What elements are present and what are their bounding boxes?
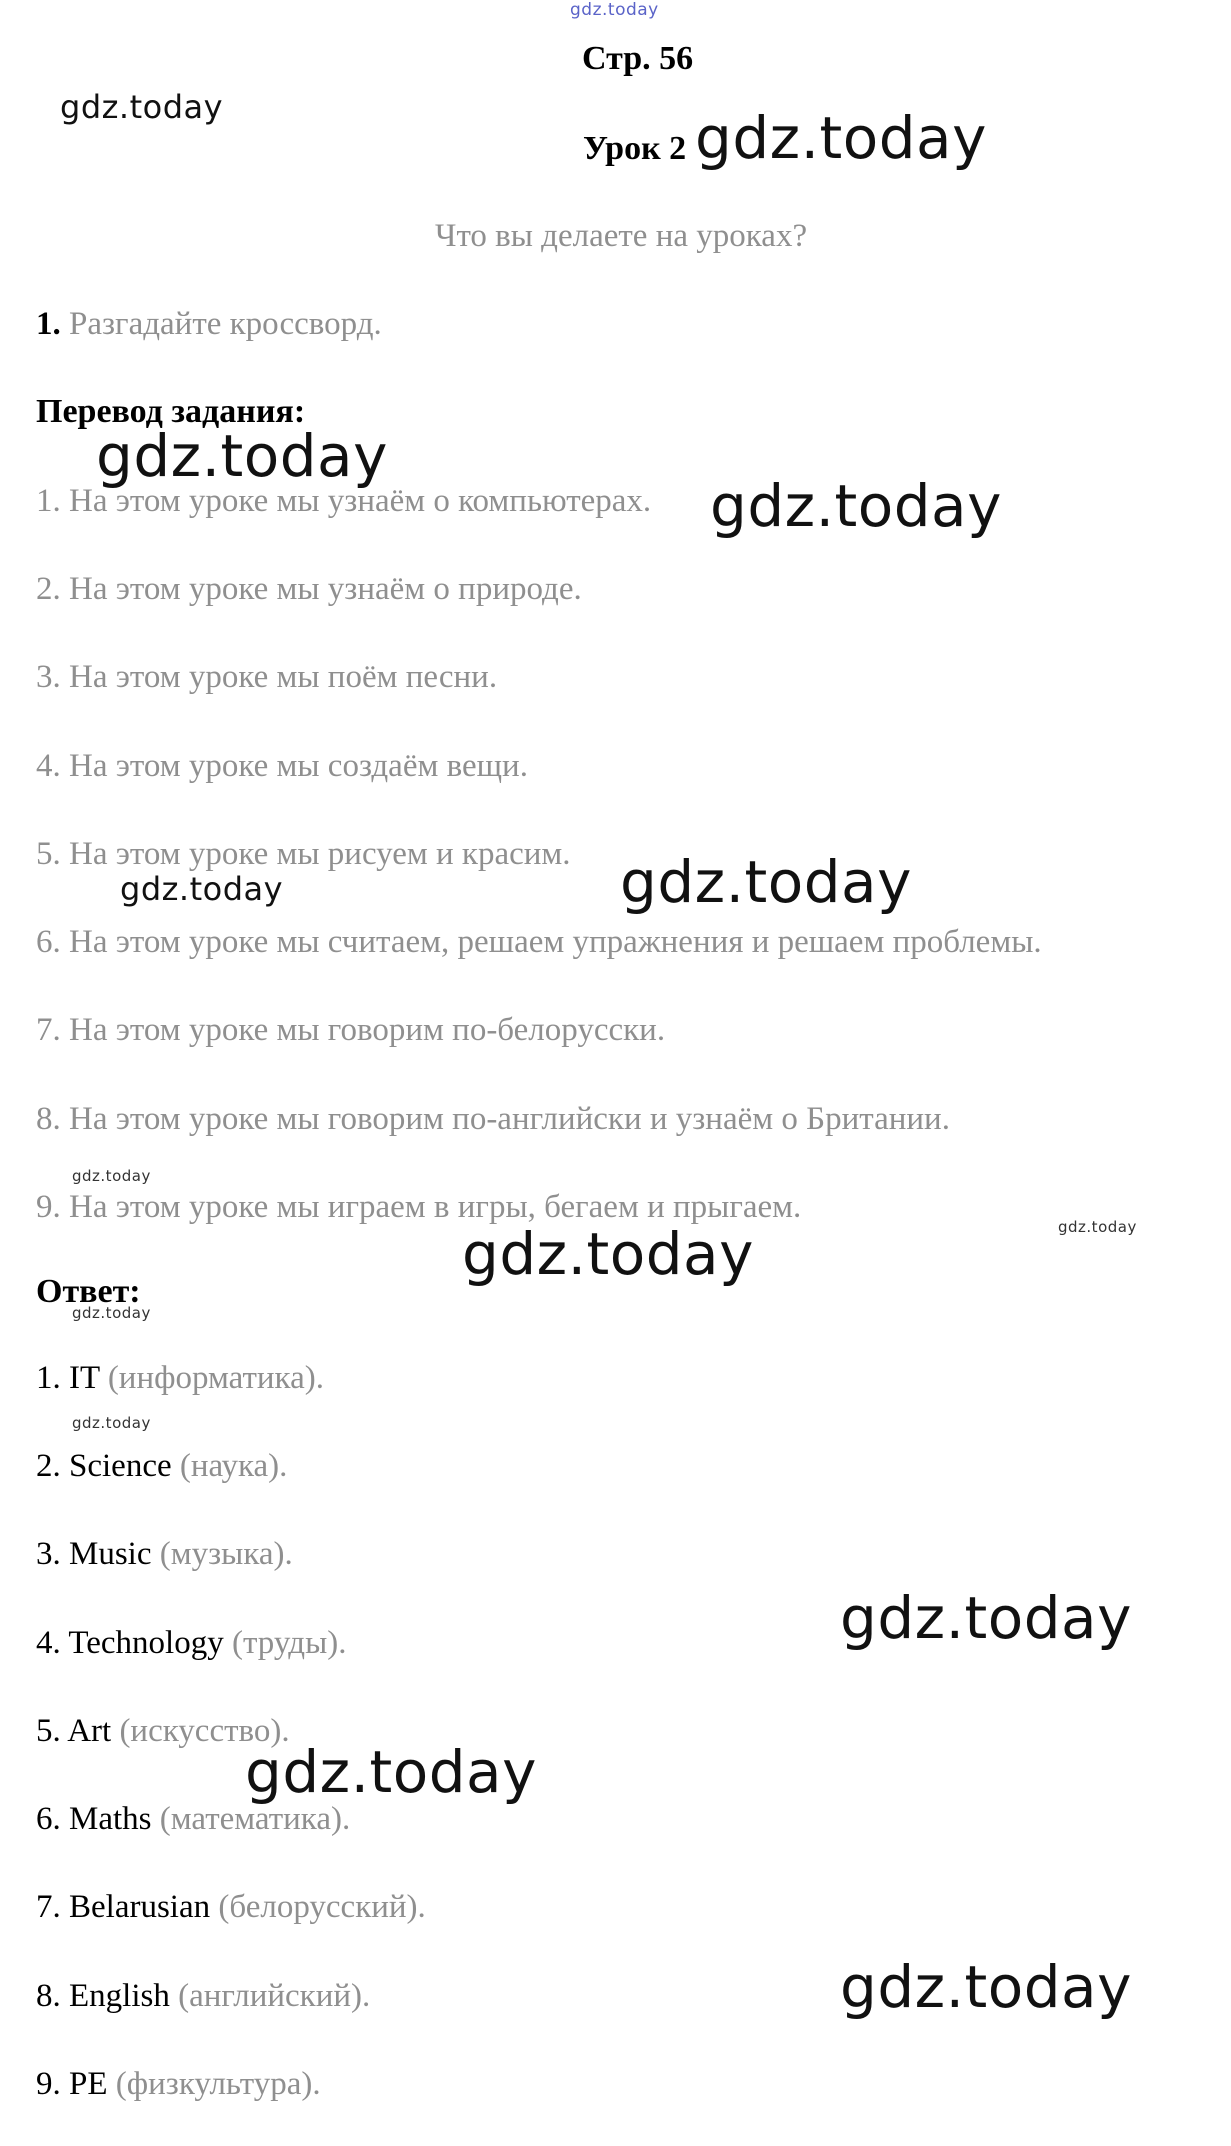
answer-title: Ответ:: [36, 1273, 141, 1310]
task-line: [36, 306, 382, 343]
answer-item: 1. IT (информатика).: [36, 1360, 324, 1396]
translation-title: Перевод задания:: [36, 393, 306, 430]
answer-item: 3. Music (музыка).: [36, 1536, 293, 1572]
translation-item: 3. На этом уроке мы поём песни.: [36, 659, 498, 695]
task-text: Разгадайте кроссворд.: [69, 306, 382, 342]
watermark: gdz.today: [1058, 1218, 1137, 1236]
page-number: Стр. 56: [582, 40, 694, 77]
translation-item: 9. На этом уроке мы играем в игры, бегаем и прыгаем.: [36, 1189, 802, 1225]
answer-item: 6. Maths (математика).: [36, 1801, 351, 1837]
watermark: gdz.today: [72, 1167, 151, 1185]
watermark: gdz.today: [695, 104, 987, 172]
watermark: gdz.today: [462, 1220, 754, 1288]
translation-item: 4. На этом уроке мы создаём вещи.: [36, 748, 528, 784]
lesson-subtitle: Что вы делаете на уроках?: [435, 218, 808, 254]
watermark: gdz.today: [96, 422, 388, 490]
translation-item: 5. На этом уроке мы рисуем и красим.: [36, 836, 571, 872]
answer-item: 2. Science (наука).: [36, 1448, 288, 1484]
watermark: gdz.today: [570, 0, 659, 20]
watermark: gdz.today: [245, 1738, 537, 1806]
translation-item: 6. На этом уроке мы считаем, решаем упражнения и решаем проблемы.: [36, 924, 1042, 960]
task-number: 1.: [36, 306, 61, 342]
answer-item: 4. Technology (труды).: [36, 1625, 347, 1661]
watermark: gdz.today: [710, 472, 1002, 540]
watermark: gdz.today: [60, 88, 224, 126]
answer-item: 7. Belarusian (белорусский).: [36, 1889, 426, 1925]
lesson-title: Урок 2: [583, 130, 687, 167]
answer-item: 8. English (английский).: [36, 1978, 371, 2014]
translation-item: 2. На этом уроке мы узнаём о природе.: [36, 571, 582, 607]
translation-item: 1. На этом уроке мы узнаём о компьютерах.: [36, 483, 652, 519]
watermark: gdz.today: [120, 870, 284, 908]
watermark: gdz.today: [620, 848, 912, 916]
watermark: gdz.today: [840, 1584, 1132, 1652]
watermark: gdz.today: [72, 1304, 151, 1322]
watermark: gdz.today: [72, 1414, 151, 1432]
translation-item: 8. На этом уроке мы говорим по-английски и узнаём о Британии.: [36, 1101, 950, 1137]
answer-item: 9. PE (физкультура).: [36, 2066, 321, 2102]
watermark: gdz.today: [840, 1953, 1132, 2021]
translation-item: 7. На этом уроке мы говорим по-белорусски.: [36, 1012, 666, 1048]
answer-item: 5. Art (искусство).: [36, 1713, 290, 1749]
